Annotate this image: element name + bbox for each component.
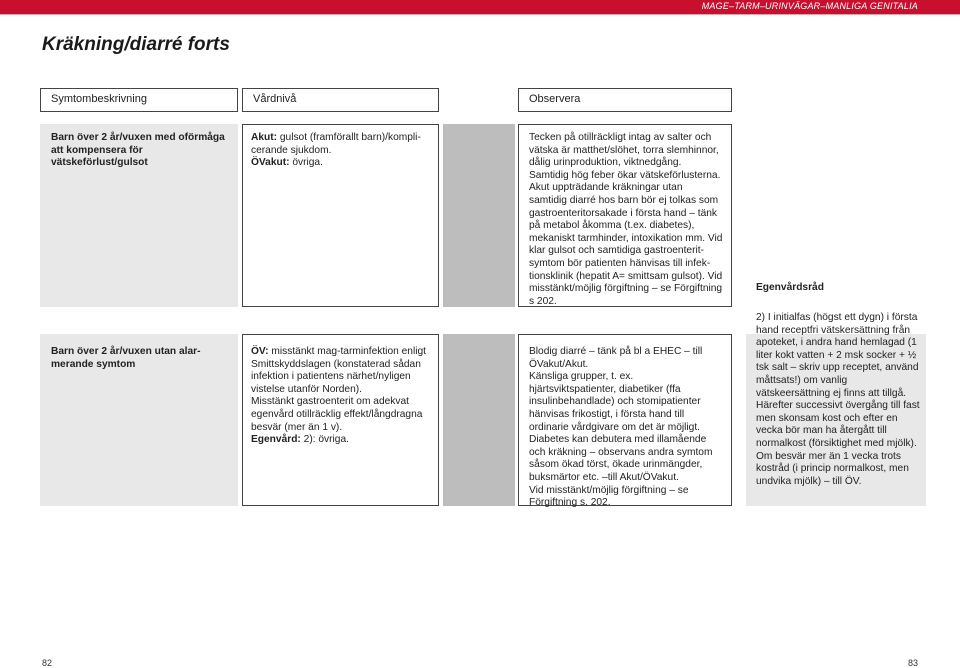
- ov-text: misstänkt mag-tarminfektion enligt Smittskyddslagen (konstaterad sådan infektion i patientens närhet/nyligen vistelse utanför Norden).: [251, 346, 426, 395]
- column-header-level: Vårdnivå: [242, 88, 439, 112]
- row1-divider-bar: [443, 124, 515, 307]
- egenvard-label: Egenvård:: [251, 434, 301, 446]
- observe-poisoning: Vid misstänkt/möjlig förgiftning – se Förgiftning s. 202.: [529, 484, 689, 509]
- row2-observe-text: [529, 346, 723, 510]
- egenvard-text: 2): övriga.: [300, 434, 349, 446]
- akut-label: Akut:: [251, 132, 278, 143]
- header-rule: [0, 14, 960, 15]
- ov-label: ÖV:: [251, 346, 269, 357]
- section-header-label: MAGE–TARM–URINVÄGAR–MANLIGA GENITALIA: [701, 1, 918, 11]
- ovakut-label: ÖVakut:: [251, 157, 290, 169]
- ovakut-text: övriga.: [289, 157, 323, 169]
- section-header-bar: [0, 0, 960, 14]
- row2-level-text: [251, 346, 433, 447]
- observe-ehec: Blodig diarré – tänk på bl a EHEC – till ÖVakut/Akut.: [529, 346, 703, 370]
- column-header-symptom: Symtombeskrivning: [40, 88, 238, 112]
- page-title: Kräkning/diarré forts: [42, 34, 230, 55]
- akut-text: gulsot (framförallt barn)/komplicerande sjukdom.: [251, 132, 421, 156]
- row1-observe-text: Tecken på otillräckligt intag av salter och vätska är matthet/slöhet, torra slemhinnor, dålig urinproduktion, viktnedgång. Samtidig hög feber ökar vätskeförlusterna. Akut uppträdande kräkningar utan samtidig diarré hos barn bör ej tolkas som gastroenteritorsakade i första hand – tänk på metabol åkomma (t.ex. diabetes), mekaniskt tarmhinder, intoxikation mm. Vid klar gulsot och samtidiga gastroenteritsymtom bör patienten hänvisas till infektionsklinik (hepatit A= smittsam gulsot). Vid misstänkt/möjlig förgiftning – se Förgiftning s 202.: [529, 132, 723, 307]
- row1-level-text: [251, 132, 433, 170]
- observe-sensitive-groups: Känsliga grupper, t. ex. hjärtsviktspatienter, diabetiker (ffa insulinbehandlade) och stomipatienter hänvisas frikostigt, i första hand till ordinarie vårdgivare om det är möjligt. Diabetes kan debutera med illamående och kräkning – observans andra symtom såsom ökad törst, ökade urinmängder, buksmärtor etc. –till Akut/ÖVakut.: [529, 371, 713, 483]
- row1-symptom-text: Barn över 2 år/vuxen med oförmåga att kompensera för vätskeförlust/gulsot: [51, 132, 225, 169]
- gastroenterit-note: Misstänkt gastroenterit om adekvat egenvård otillräcklig effekt/långdragna besvär (mer än 1 v).: [251, 396, 423, 433]
- row2-symptom-text: Barn över 2 år/vuxen utan alarmerande symtom: [51, 346, 201, 370]
- column-header-selfcare: Egenvårdsråd: [756, 282, 824, 293]
- page-number-left: 82: [42, 658, 53, 668]
- row2-selfcare-text: 2) I initialfas (högst ett dygn) i första hand receptfri vätskersättning från apoteket, i andra hand hemlagad (1 liter kokt vatten + 2 msk socker + ½ tsk salt – skriv upp receptet, använd måttsats!) om vanlig vätskeersättning ej finns att tillgå. Härefter successivt övergång till fast men skonsam kost och efter en vecka bör man ha återgått till normalkost (försiktighet med mjölk). Om besvär mer än 1 vecka trots kostråd (i princip normalkost, men undvika mjölk) – till ÖV.: [756, 312, 920, 487]
- page-number-right: 83: [907, 658, 918, 668]
- column-header-observe: Observera: [518, 88, 732, 112]
- row2-divider-bar: [443, 334, 515, 506]
